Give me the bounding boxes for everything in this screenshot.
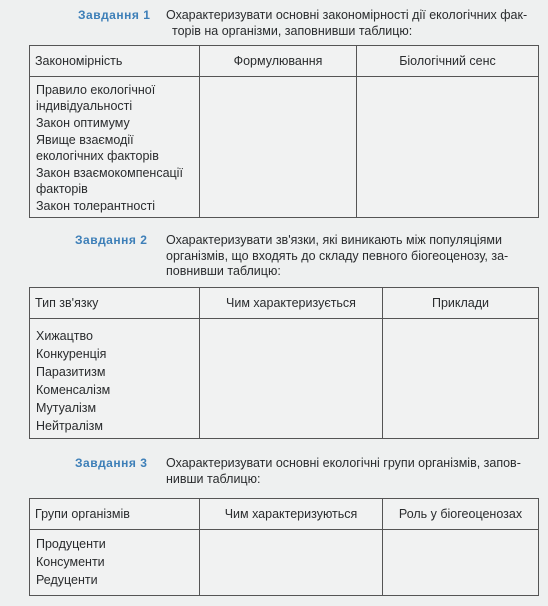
- list-item: Правило екологічної індивідуальності: [36, 83, 156, 113]
- list-item: Хижацтво: [36, 329, 93, 343]
- answer-cell[interactable]: [200, 530, 383, 596]
- list-item: Нейтралізм: [36, 419, 103, 433]
- column-header: Чим характеризуються: [200, 499, 383, 530]
- answer-cell[interactable]: [383, 530, 539, 596]
- column-header: Роль у біогеоценозах: [383, 499, 539, 530]
- task-1-heading: [78, 8, 538, 40]
- table-row: [30, 319, 539, 439]
- column-header: Приклади: [383, 288, 539, 319]
- column-header: Формулювання: [200, 46, 357, 77]
- list-item: Паразитизм: [36, 365, 106, 379]
- task-1-label: Завдання 1: [78, 8, 151, 22]
- table-row: [30, 77, 539, 218]
- list-item: Конкуренція: [36, 347, 107, 361]
- column-header: Групи організмів: [30, 499, 200, 530]
- task-1-text-line: Охарактеризувати основні закономірності дії екологічних фак-: [166, 8, 528, 22]
- relationship-list-cell: [30, 319, 200, 439]
- task-2-table: [29, 287, 539, 439]
- task-2-text-line: організмів, що входять до складу певного біогеоценозу, за-: [166, 248, 509, 263]
- list-item: Мутуалізм: [36, 401, 97, 415]
- table-header-row: [30, 288, 539, 319]
- answer-cell[interactable]: [383, 319, 539, 439]
- table-header-row: [30, 46, 539, 77]
- task-2-heading: [75, 233, 540, 281]
- table-header-row: [30, 499, 539, 530]
- list-item: Коменсалізм: [36, 383, 111, 397]
- column-header: Закономірність: [30, 46, 200, 77]
- list-item: Закон взаємокомпенсації факторів: [36, 166, 183, 196]
- task-3-table: [29, 498, 539, 596]
- task-2-instructions: [166, 233, 541, 280]
- task-1-text-line: торів на організми, заповнивши таблицю:: [172, 23, 413, 38]
- task-3-instructions: [166, 456, 521, 487]
- column-header: Чим характеризується: [200, 288, 383, 319]
- table-row: [30, 530, 539, 596]
- task-3-text-line: нивши таблицю:: [166, 471, 261, 486]
- task-3-heading: [75, 456, 540, 488]
- answer-cell[interactable]: [200, 319, 383, 439]
- task-2-text-line: Охарактеризувати зв'язки, які виникають між популяціями: [166, 233, 502, 247]
- answer-cell[interactable]: [200, 77, 357, 218]
- answer-cell[interactable]: [357, 77, 539, 218]
- task-3-label: Завдання 3: [75, 456, 148, 470]
- group-list-cell: [30, 530, 200, 596]
- regularity-list-cell: [30, 77, 200, 218]
- task-1-instructions: [166, 8, 527, 39]
- column-header: Тип зв'язку: [30, 288, 200, 319]
- column-header: Біологічний сенс: [357, 46, 539, 77]
- list-item: Закон толерантності: [36, 199, 156, 213]
- list-item: Явище взаємодії екологічних факторів: [36, 133, 159, 163]
- task-1-table: [29, 45, 539, 218]
- list-item: Консументи: [36, 555, 105, 569]
- task-3-text-line: Охарактеризувати основні екологічні групи організмів, запов-: [166, 456, 521, 470]
- list-item: Закон оптимуму: [36, 116, 130, 130]
- list-item: Редуценти: [36, 573, 98, 587]
- task-2-label: Завдання 2: [75, 233, 148, 247]
- list-item: Продуценти: [36, 537, 106, 551]
- task-2-text-line: повнивши таблицю:: [166, 264, 281, 278]
